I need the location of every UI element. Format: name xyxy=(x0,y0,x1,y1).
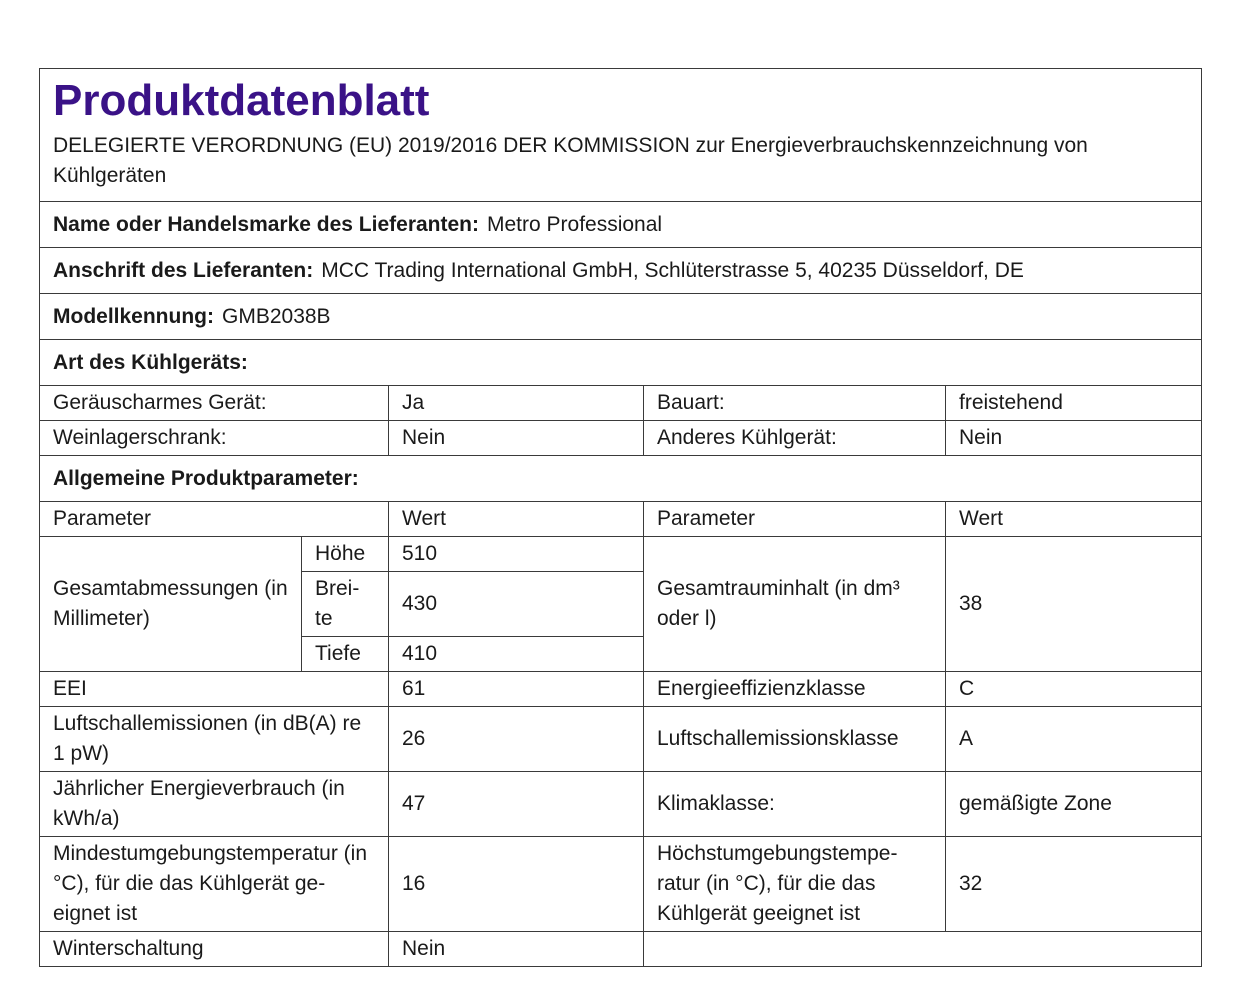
noise-class-value: A xyxy=(946,707,1202,772)
noise-value: 26 xyxy=(389,707,644,772)
appliance-type-heading: Art des Kühlgeräts: xyxy=(40,340,1202,386)
efficiency-value: C xyxy=(946,672,1202,707)
model-cell xyxy=(40,294,1202,340)
col-param-left: Parameter xyxy=(40,502,389,537)
depth-label: Tiefe xyxy=(302,637,389,672)
design-value: freistehend xyxy=(946,386,1202,421)
noise-class-label: Luftschallemissionsklasse xyxy=(644,707,946,772)
general-heading: Allgemeine Produktparameter: xyxy=(40,456,1202,502)
width-label-line2: te xyxy=(315,607,333,630)
max-temp-label: Höchstumgebungstempe-ratur (in °C), für die das Kühlgerät geeignet ist xyxy=(644,837,946,932)
model-label: Modellkennung: xyxy=(53,304,214,328)
eei-label: EEI xyxy=(40,672,389,707)
efficiency-label: Energieeffizienzklasse xyxy=(644,672,946,707)
noise-row xyxy=(40,707,1202,772)
empty-cell xyxy=(644,932,1202,967)
header-row xyxy=(40,69,1202,202)
supplier-address-value: MCC Trading International GmbH, Schlüterstrasse 5, 40235 Düsseldorf, DE xyxy=(321,258,1024,282)
col-value-right: Wert xyxy=(946,502,1202,537)
other-appliance-label: Anderes Kühlgerät: xyxy=(644,421,946,456)
supplier-address-cell xyxy=(40,248,1202,294)
max-temp-value: 32 xyxy=(946,837,1202,932)
volume-label: Gesamtrauminhalt (in dm³ oder l) xyxy=(644,537,946,672)
low-noise-value: Ja xyxy=(389,386,644,421)
product-data-sheet xyxy=(39,68,1202,967)
supplier-name-row xyxy=(40,202,1202,248)
energy-row xyxy=(40,772,1202,837)
wine-row xyxy=(40,421,1202,456)
width-label xyxy=(302,572,389,637)
low-noise-row xyxy=(40,386,1202,421)
supplier-address-row xyxy=(40,248,1202,294)
winter-value: Nein xyxy=(389,932,644,967)
design-label: Bauart: xyxy=(644,386,946,421)
col-param-right: Parameter xyxy=(644,502,946,537)
supplier-name-cell xyxy=(40,202,1202,248)
supplier-name-label: Name oder Handelsmarke des Lieferanten: xyxy=(53,212,479,236)
volume-value: 38 xyxy=(946,537,1202,672)
depth-value: 410 xyxy=(389,637,644,672)
min-temp-label: Mindestumgebungstemperatur (in °C), für die das Kühlgerät ge-eignet ist xyxy=(40,837,389,932)
wine-value: Nein xyxy=(389,421,644,456)
other-appliance-value: Nein xyxy=(946,421,1202,456)
eei-row xyxy=(40,672,1202,707)
low-noise-label: Geräuscharmes Gerät: xyxy=(40,386,389,421)
climate-label: Klimaklasse: xyxy=(644,772,946,837)
column-header-row xyxy=(40,502,1202,537)
general-heading-row xyxy=(40,456,1202,502)
noise-label: Luftschallemissionen (in dB(A) re 1 pW) xyxy=(40,707,389,772)
header-cell xyxy=(40,69,1202,202)
min-temp-value: 16 xyxy=(389,837,644,932)
temperature-row xyxy=(40,837,1202,932)
dimensions-label: Gesamtabmessungen (in Millimeter) xyxy=(40,537,302,672)
climate-value: gemäßigte Zone xyxy=(946,772,1202,837)
model-value: GMB2038B xyxy=(222,304,331,328)
winter-label: Winterschaltung xyxy=(40,932,389,967)
height-value: 510 xyxy=(389,537,644,572)
width-value: 430 xyxy=(389,572,644,637)
regulation-text: DELEGIERTE VERORDNUNG (EU) 2019/2016 DER KOMMISSION zur Energieverbrauchskennzeichnung von Kühlgeräten xyxy=(53,134,1088,187)
energy-value: 47 xyxy=(389,772,644,837)
height-label: Höhe xyxy=(302,537,389,572)
col-value-left: Wert xyxy=(389,502,644,537)
eei-value: 61 xyxy=(389,672,644,707)
appliance-type-heading-row xyxy=(40,340,1202,386)
supplier-address-label: Anschrift des Lieferanten: xyxy=(53,258,314,282)
dimension-height-row xyxy=(40,537,1202,572)
model-row xyxy=(40,294,1202,340)
page-title: Produktdatenblatt xyxy=(53,76,430,125)
supplier-name-value: Metro Professional xyxy=(487,212,663,236)
energy-label: Jährlicher Energieverbrauch (in kWh/a) xyxy=(40,772,389,837)
wine-label: Weinlagerschrank: xyxy=(40,421,389,456)
winter-row xyxy=(40,932,1202,967)
width-label-line1: Brei- xyxy=(315,577,360,600)
